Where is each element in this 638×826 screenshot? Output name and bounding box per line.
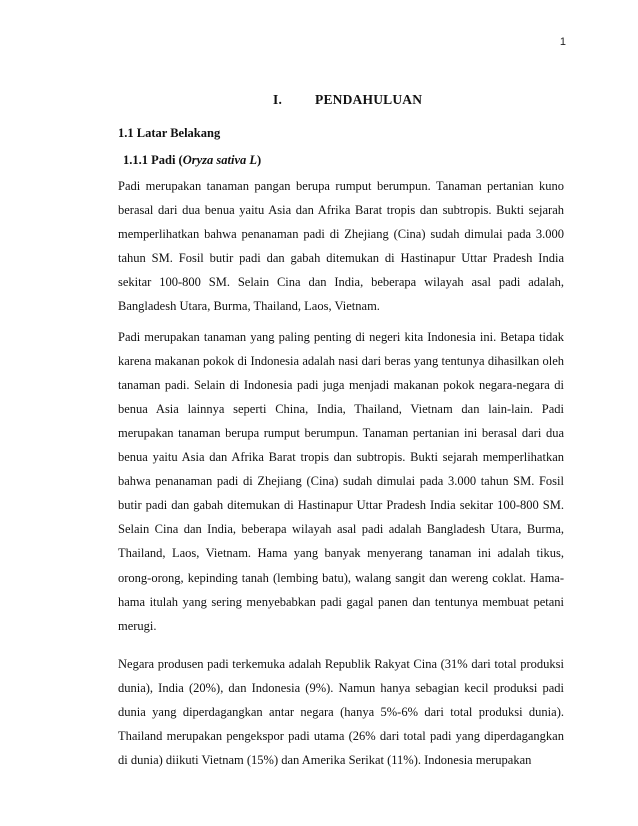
section-heading: 1.1 Latar Belakang — [118, 126, 221, 140]
subsection-suffix: ) — [257, 153, 262, 167]
subsection-heading — [123, 151, 564, 169]
chapter-heading — [273, 92, 422, 108]
subsection-prefix: 1.1.1 Padi ( — [123, 153, 183, 167]
chapter-title: PENDAHULUAN — [315, 92, 423, 107]
chapter-number: I. — [273, 92, 283, 107]
species-name: Oryza sativa L — [182, 153, 258, 167]
document-body — [118, 124, 564, 772]
paragraph-1: Padi merupakan tanaman pangan berupa rumput berumpun. Tanaman pertanian kuno berasal dari dua benua yaitu Asia dan Afrika Barat tropis dan subtropis. Bukti sejarah memperlihatkan bahwa penanaman padi di Zhejiang (Cina) sudah dimulai pada 3.000 tahun SM. Fosil butir padi dan gabah ditemukan di Hastinapur Uttar Pradesh India sekitar 100-800 SM. Selain Cina dan India, beberapa wilayah asal padi adalah, Bangladesh Utara, Burma, Thailand, Laos, Vietnam. — [118, 179, 564, 314]
paragraph-2: Padi merupakan tanaman yang paling penting di negeri kita Indonesia ini. Betapa tidak karena makanan pokok di Indonesia adalah nasi dari beras yang tentunya dihasilkan oleh tanaman padi. Selain di Indonesia padi juga menjadi makanan pokok negara-negara di benua Asia lainnya seperti China, India, Thailand, Vietnam dan lain-lain. Padi merupakan tanaman berupa rumput berumpun. Tanaman pertanian ini berasal dari dua benua yaitu Asia dan Afrika Barat tropis dan subtropis. Bukti sejarah memperlihatkan bahwa penanaman padi di Zhejiang (Cina) sudah dimulai pada 3.000 tahun SM. Fosil butir padi dan gabah ditemukan di Hastinapur Uttar Pradesh India sekitar 100-800 SM. Selain Cina dan India, beberapa wilayah asal padi adalah Bangladesh Utara, Burma, Thailand, Laos, Vietnam. Hama yang banyak menyerang tanaman ini adalah tikus, orong-orong, kepinding tanah (lembing batu), walang sangit dan wereng coklat. Hama-hama itulah yang sering menyebabkan padi gagal panen dan tentunya membuat petani merugi. — [118, 329, 564, 633]
paragraph-3: Negara produsen padi terkemuka adalah Republik Rakyat Cina (31% dari total produksi dunia), India (20%), dan Indonesia (9%). Namun hanya sebagian kecil produksi padi dunia yang diperdagangkan antar negara (hanya 5%-6% dari total produksi dunia). Thailand merupakan pengekspor padi utama (26% dari total padi yang diperdagangkan di dunia) diikuti Vietnam (15%) dan Amerika Serikat (11%). Indonesia merupakan — [118, 656, 564, 768]
page-number: 1 — [559, 36, 566, 48]
